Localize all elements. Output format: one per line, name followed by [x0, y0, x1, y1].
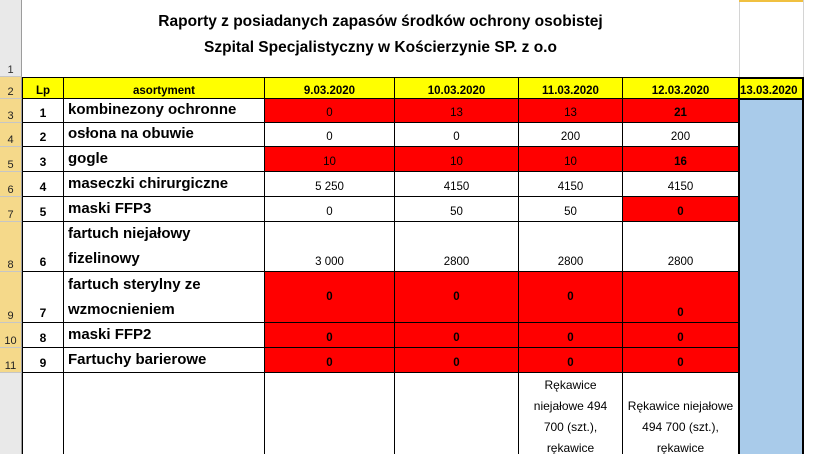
header-lp[interactable]: Lp [22, 77, 64, 99]
item-name[interactable]: kombinezony ochronne [64, 99, 265, 123]
lp-cell[interactable]: 7 [22, 272, 64, 323]
empty-cell[interactable] [64, 373, 265, 454]
header-date-2[interactable]: 10.03.2020 [395, 77, 519, 99]
row-header-8[interactable]: 8 [0, 222, 22, 272]
title-line-1: Raporty z posiadanych zapasów środków ochrony osobistej [158, 12, 603, 30]
note-cell[interactable]: Rękawice niejałowe 494 700 (szt.), rękawice [623, 373, 739, 454]
value-cell[interactable]: 50 [395, 197, 519, 222]
value-cell[interactable]: 0 [623, 323, 739, 348]
value-cell[interactable]: 10 [395, 147, 519, 172]
header-date-5[interactable]: 13.03.2020 [739, 77, 803, 99]
row-header-9[interactable]: 9 [0, 272, 22, 323]
lp-cell[interactable]: 8 [22, 323, 64, 348]
value-cell[interactable]: 5 250 [265, 172, 395, 197]
value-cell[interactable]: 2800 [623, 222, 739, 272]
value-cell[interactable]: 0 [519, 272, 623, 323]
value-cell[interactable]: 0 [265, 99, 395, 123]
value-cell[interactable]: 10 [519, 147, 623, 172]
value-cell[interactable]: 200 [519, 123, 623, 147]
value-cell[interactable]: 0 [395, 323, 519, 348]
lp-cell[interactable]: 2 [22, 123, 64, 147]
value-cell[interactable]: 0 [265, 197, 395, 222]
header-date-4[interactable]: 12.03.2020 [623, 77, 739, 99]
value-cell[interactable]: 21 [623, 99, 739, 123]
report-title [22, 0, 739, 77]
column-header-highlight [739, 0, 803, 2]
item-name[interactable]: Fartuchy barierowe [64, 348, 265, 373]
value-cell[interactable]: 0 [519, 323, 623, 348]
empty-cell[interactable] [265, 373, 395, 454]
item-name[interactable]: osłona na obuwie [64, 123, 265, 147]
row-header-3[interactable]: 3 [0, 99, 22, 123]
empty-cell[interactable] [22, 373, 64, 454]
header-date-1[interactable]: 9.03.2020 [265, 77, 395, 99]
lp-cell[interactable]: 6 [22, 222, 64, 272]
value-cell[interactable]: 0 [265, 323, 395, 348]
lp-cell[interactable]: 5 [22, 197, 64, 222]
row-header-4[interactable]: 4 [0, 123, 22, 147]
lp-cell[interactable]: 3 [22, 147, 64, 172]
row-header-2[interactable]: 2 [0, 77, 22, 99]
value-cell[interactable]: 0 [265, 348, 395, 373]
value-cell[interactable]: 4150 [623, 172, 739, 197]
row-header-5[interactable]: 5 [0, 147, 22, 172]
value-cell[interactable]: 13 [519, 99, 623, 123]
item-name[interactable]: fartuch niejałowy fizelinowy [64, 222, 265, 272]
header-asortyment[interactable]: asortyment [64, 77, 265, 99]
value-cell[interactable]: 13 [395, 99, 519, 123]
value-cell[interactable]: 0 [265, 123, 395, 147]
item-name[interactable]: fartuch sterylny ze wzmocnieniem [64, 272, 265, 323]
value-cell[interactable]: 2800 [395, 222, 519, 272]
note-cell[interactable]: Rękawice niejałowe 494 700 (szt.), rękawice [519, 373, 623, 454]
value-cell[interactable]: 3 000 [265, 222, 395, 272]
row-header-6[interactable]: 6 [0, 172, 22, 197]
item-name[interactable]: maski FFP2 [64, 323, 265, 348]
lp-cell[interactable]: 9 [22, 348, 64, 373]
header-date-3[interactable]: 11.03.2020 [519, 77, 623, 99]
lp-cell[interactable]: 1 [22, 99, 64, 123]
empty-cell[interactable] [395, 373, 519, 454]
value-cell[interactable]: 16 [623, 147, 739, 172]
item-name[interactable]: gogle [64, 147, 265, 172]
title-line-2: Szpital Specjalistyczny w Kościerzynie SP. z o.o [204, 38, 557, 56]
value-cell[interactable]: 0 [395, 348, 519, 373]
lp-cell[interactable]: 4 [22, 172, 64, 197]
row-header-7[interactable]: 7 [0, 197, 22, 222]
item-name[interactable]: maseczki chirurgiczne [64, 172, 265, 197]
selection-edge [738, 99, 740, 454]
value-cell[interactable]: 0 [519, 348, 623, 373]
value-cell[interactable]: 0 [265, 272, 395, 323]
value-cell[interactable]: 0 [395, 272, 519, 323]
row-header-10[interactable]: 10 [0, 323, 22, 348]
value-cell[interactable]: 2800 [519, 222, 623, 272]
value-cell[interactable]: 0 [623, 348, 739, 373]
row-header-11[interactable]: 11 [0, 348, 22, 373]
value-cell[interactable]: 10 [265, 147, 395, 172]
value-cell[interactable]: 0 [623, 197, 739, 222]
row-header-12[interactable] [0, 373, 22, 454]
value-cell[interactable]: 50 [519, 197, 623, 222]
item-name[interactable]: maski FFP3 [64, 197, 265, 222]
value-cell[interactable]: 0 [623, 272, 739, 323]
selected-column-range[interactable] [739, 99, 803, 454]
value-cell[interactable]: 0 [395, 123, 519, 147]
value-cell[interactable]: 200 [623, 123, 739, 147]
row-header-1[interactable]: 1 [0, 0, 22, 77]
value-cell[interactable]: 4150 [519, 172, 623, 197]
value-cell[interactable]: 4150 [395, 172, 519, 197]
selection-edge [802, 99, 804, 454]
